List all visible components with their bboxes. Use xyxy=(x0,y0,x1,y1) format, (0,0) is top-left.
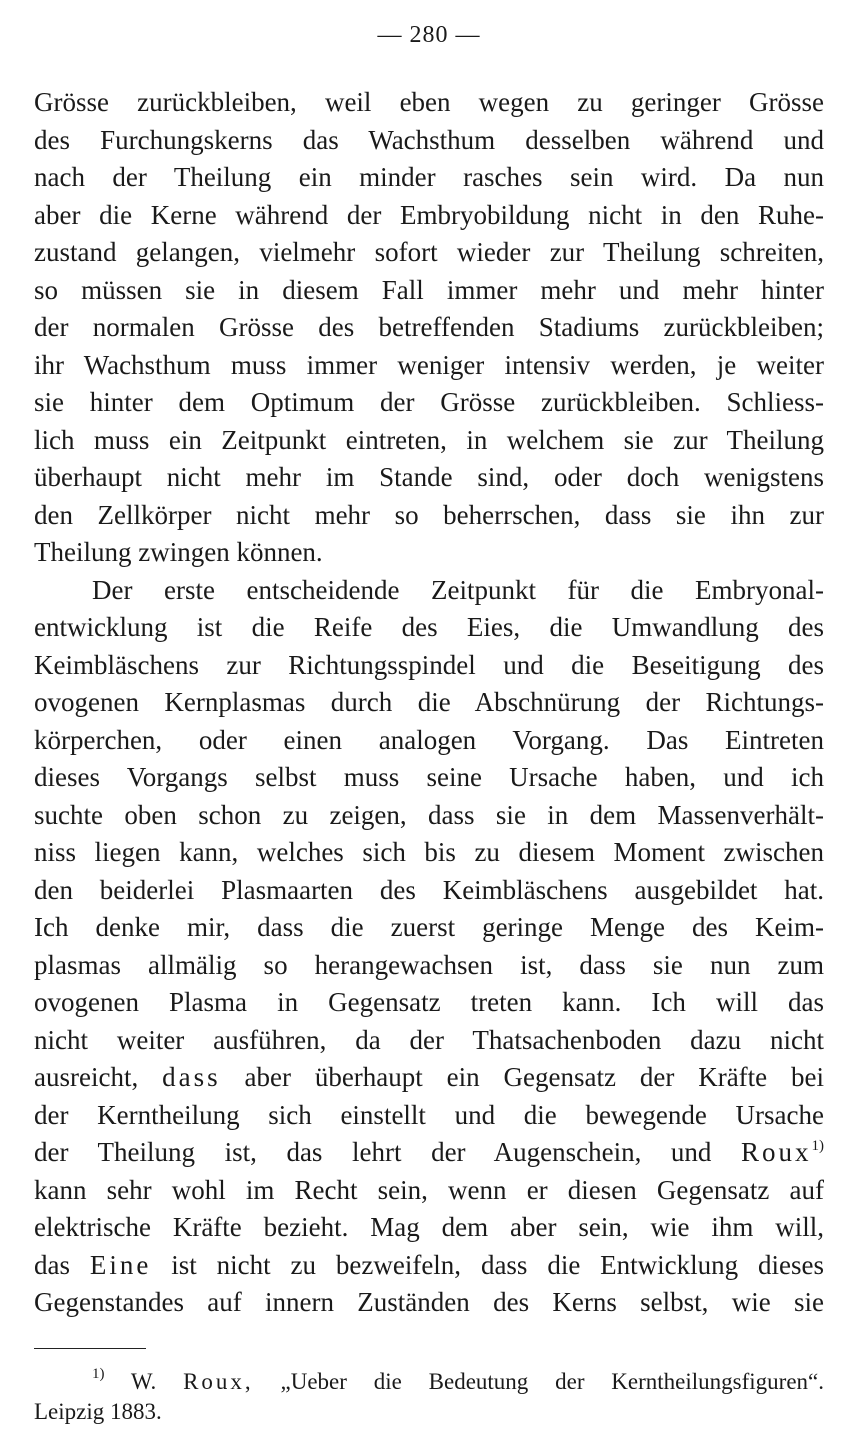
text-segment: ist nicht zu bezweifeln, dass die Entwicklung dieses xyxy=(171,1249,825,1280)
text-line: der Kerntheilung sich einstellt und die bewegende Ursache xyxy=(34,1099,824,1130)
text-segment: der Theilung ist, das lehrt der Augenschein, und xyxy=(34,1137,712,1167)
text-line: ovogenen Plasma in Gegensatz treten kann. Ich will das xyxy=(34,987,824,1017)
footnote-reference[interactable]: 1) xyxy=(811,1138,825,1154)
footnote-divider xyxy=(34,1348,146,1349)
text-line: des Furchungskerns das Wachsthum desselben während und xyxy=(34,124,824,155)
text-line: nicht weiter ausführen, da der Thatsachenboden dazu nicht xyxy=(34,1024,824,1055)
text-line: elektrische Kräfte bezieht. Mag dem aber sein, wie ihm will, xyxy=(34,1212,824,1242)
text-segment: das xyxy=(34,1249,70,1280)
text-line: plasmas allmälig so herangewachsen ist, dass sie nun zum xyxy=(34,949,824,980)
text-line: Theilung zwingen können. xyxy=(34,537,323,567)
footnote-marker: 1) xyxy=(92,1365,105,1382)
document-page xyxy=(34,18,824,1427)
page-number: — 280 — xyxy=(377,22,481,48)
footnote-author-name: Roux, xyxy=(183,1368,254,1394)
text-line: überhaupt nicht mehr im Stande sind, oder doch wenigstens xyxy=(34,462,824,492)
text-line: nach der Theilung ein minder rasches sein wird. Da nun xyxy=(34,162,824,192)
footnote xyxy=(34,1367,824,1427)
footnote-line xyxy=(34,1367,824,1397)
text-line: ihr Wachsthum muss immer weniger intensiv werden, je weiter xyxy=(34,349,824,380)
text-line xyxy=(34,1247,824,1285)
text-line: Keimbläschens zur Richtungsspindel und die Beseitigung des xyxy=(34,649,824,680)
text-line: zustand gelangen, vielmehr sofort wieder zur Theilung schreiten, xyxy=(34,237,824,267)
footnote-author-initial: W. xyxy=(130,1368,157,1394)
footnote-line: Leipzig 1883. xyxy=(34,1398,162,1424)
text-line: Grösse zurückbleiben, weil eben wegen zu geringer Grösse xyxy=(34,87,824,117)
text-line: Der erste entscheidende Zeitpunkt für die Embryonal- xyxy=(92,574,824,605)
text-line xyxy=(34,1134,824,1172)
text-line: niss liegen kann, welches sich bis zu diesem Moment zwischen xyxy=(34,837,824,867)
text-segment: ausreicht, xyxy=(34,1062,139,1092)
text-line: Gegenstandes auf innern Zuständen des Kerns selbst, wie sie xyxy=(34,1287,824,1317)
spaced-emphasis: Eine xyxy=(89,1249,152,1280)
text-line: sie hinter dem Optimum der Grösse zurückbleiben. Schliess- xyxy=(34,387,824,417)
text-line: entwicklung ist die Reife des Eies, die Umwandlung des xyxy=(34,612,824,642)
spaced-emphasis: dass xyxy=(162,1062,221,1092)
text-line: lich muss ein Zeitpunkt eintreten, in welchem sie zur Theilung xyxy=(34,424,824,455)
text-line: aber die Kerne während der Embryobildung nicht in den Ruhe- xyxy=(34,199,824,230)
text-line xyxy=(34,1059,824,1097)
author-name-roux: Roux xyxy=(741,1137,812,1167)
text-line: suchte oben schon zu zeigen, dass sie in dem Massenverhält- xyxy=(34,799,824,830)
text-line: so müssen sie in diesem Fall immer mehr und mehr hinter xyxy=(34,274,824,305)
text-line: den beiderlei Plasmaarten des Keimbläschens ausgebildet hat. xyxy=(34,874,824,905)
paragraph-2 xyxy=(34,572,824,1322)
text-segment: aber überhaupt ein Gegensatz der Kräfte bei xyxy=(244,1062,825,1092)
paragraph-1 xyxy=(34,84,824,572)
text-line: den Zellkörper nicht mehr so beherrschen, dass sie ihn zur xyxy=(34,499,824,530)
footnote-title: „Ueber die Bedeutung der Kerntheilungsfiguren“. xyxy=(280,1368,824,1394)
text-line: der normalen Grösse des betreffenden Stadiums zurückbleiben; xyxy=(34,312,824,342)
text-line: kann sehr wohl im Recht sein, wenn er diesen Gegensatz auf xyxy=(34,1174,824,1205)
text-line: ovogenen Kernplasmas durch die Abschnürung der Richtungs- xyxy=(34,687,824,717)
text-line: Ich denke mir, dass die zuerst geringe Menge des Keim- xyxy=(34,912,824,942)
text-line: dieses Vorgangs selbst muss seine Ursache haben, und ich xyxy=(34,762,824,792)
text-line: körperchen, oder einen analogen Vorgang. Das Eintreten xyxy=(34,724,824,755)
